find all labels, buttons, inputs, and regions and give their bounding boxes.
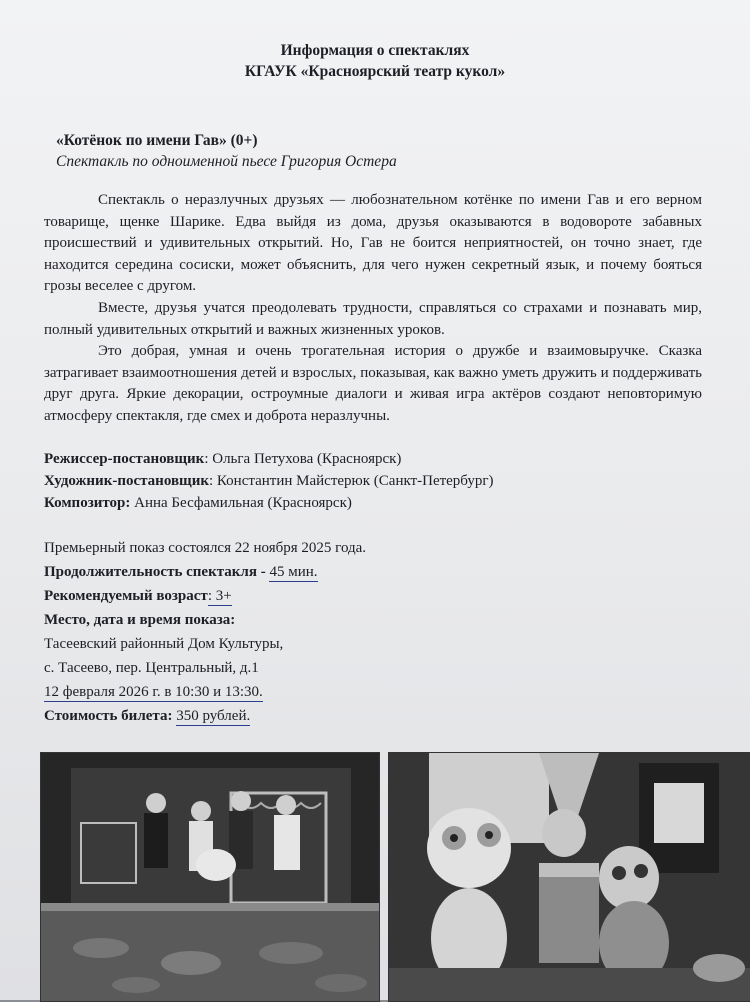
composer-label: Композитор: (44, 495, 131, 511)
header-line-1: Информация о спектаклях (280, 42, 470, 59)
price-label: Стоимость билета: (44, 708, 173, 724)
play-subtitle: Спектакль по одноименной пьесе Григория Остера (56, 153, 397, 170)
stage-photo-actors (40, 752, 380, 1002)
description (44, 190, 702, 428)
stage-photo-puppets (388, 752, 750, 1002)
age-line (44, 584, 704, 608)
datetime-value: 12 февраля 2026 г. в 10:30 и 13:30. (44, 684, 263, 700)
duration-value: 45 мин. (269, 564, 318, 580)
venue-line: Тасеевский районный Дом Культуры, (44, 636, 284, 652)
document-header (0, 40, 750, 82)
address-line: с. Тасеево, пер. Центральный, д.1 (44, 660, 259, 676)
director-value: : Ольга Петухова (Красноярск) (204, 451, 402, 467)
age-label: Рекомендуемый возраст (44, 588, 208, 604)
credit-director (44, 448, 704, 470)
credit-artist (44, 470, 704, 492)
premiere-line: Премьерный показ состоялся 22 ноября 2025 года. (44, 540, 367, 556)
composer-value: Анна Бесфамильная (Красноярск) (130, 495, 352, 511)
director-label: Режиссер-постановщик (44, 451, 205, 467)
artist-value: : Константин Майстерюк (Санкт-Петербург) (209, 473, 494, 489)
place-label: Место, дата и время показа: (44, 612, 236, 628)
duration-line (44, 560, 704, 584)
description-paragraph-3: Это добрая, умная и очень трогательная история о дружбе и взаимовыручке. Сказка затрагивает взаимоотношения детей и взрослых, показывая, как важно уметь дружить и поддерживать друг друга. Яркие декорации, остроумные диалоги и живая игра актёров создают неповторимую атмосферу спектакля, где смех и доброта неразлучны. (44, 343, 702, 424)
datetime-line (44, 680, 704, 704)
price-value: 350 рублей. (176, 708, 251, 724)
place-line (44, 608, 704, 632)
description-paragraph-1: Спектакль о неразлучных друзьях — любознательном котёнке по имени Гав и его верном товарище, щенке Шарике. Едва выйдя из дома, друзья оказываются в водовороте забавных происшествий и удивительных открытий. Но, Гав не боится неприятностей, он точно знает, где находится середина сосиски, может объяснить, для чего нужен секретный язык, и почему бояться грозы веселее с другом. (44, 192, 702, 295)
price-line (44, 704, 704, 728)
artist-label: Художник-постановщик (44, 473, 209, 489)
credit-composer (44, 492, 704, 514)
age-value: : 3+ (207, 588, 232, 604)
play-title: «Котёнок по имени Гав» (0+) (56, 132, 258, 149)
duration-label: Продолжительность спектакля - (44, 564, 270, 580)
credits (44, 448, 704, 514)
show-info (44, 536, 704, 728)
description-paragraph-2: Вместе, друзья учатся преодолевать трудности, справляться со страхами и познавать мир, полный удивительных открытий и важных жизненных уроков. (44, 299, 702, 338)
header-line-2: КГАУК «Красноярский театр кукол» (244, 63, 506, 80)
